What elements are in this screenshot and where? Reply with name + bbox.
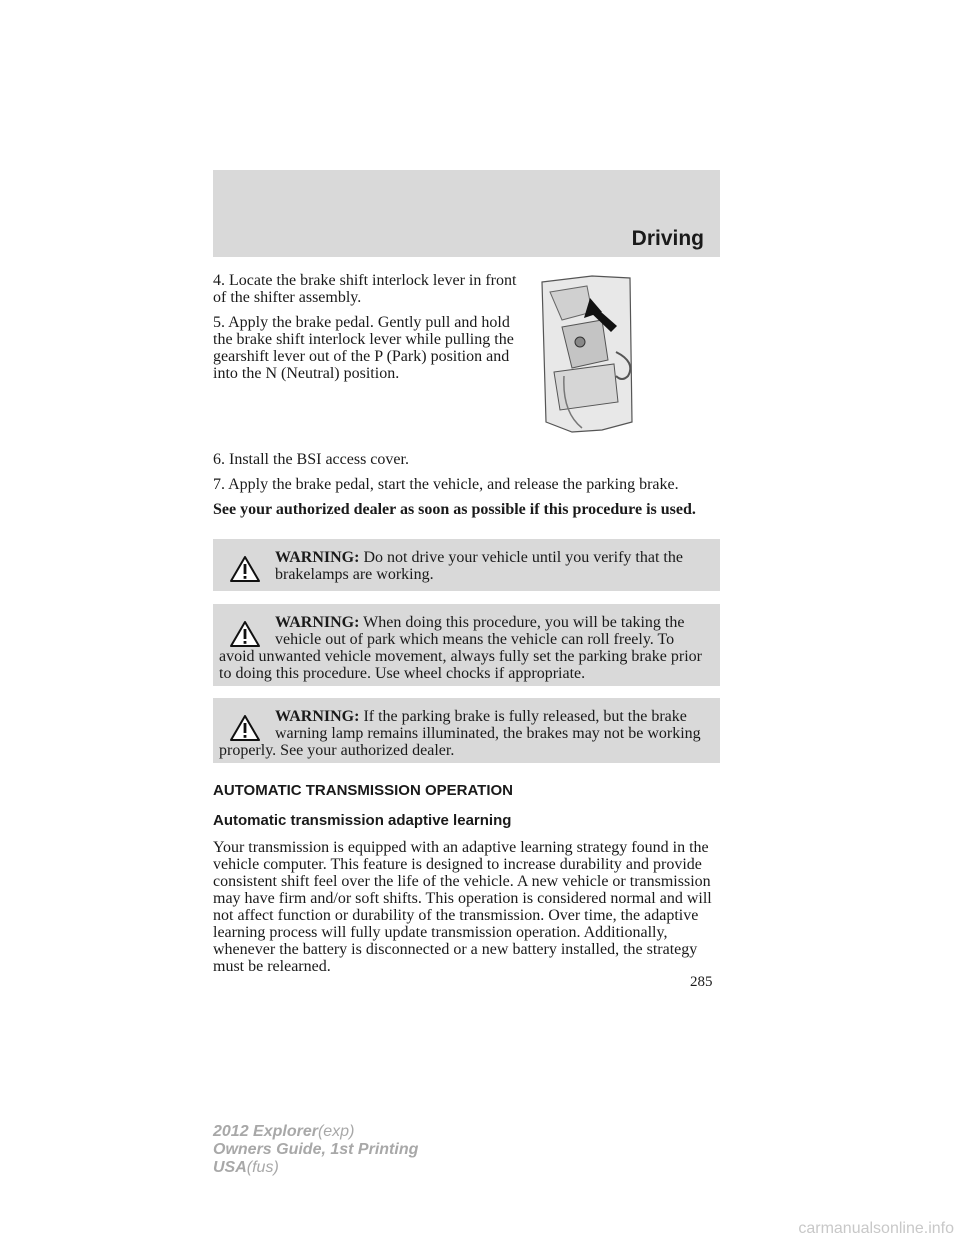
steps-continued: [213, 451, 720, 526]
footer-guide: Owners Guide, 1st Printing: [213, 1141, 419, 1158]
section-heading: AUTOMATIC TRANSMISSION OPERATION: [213, 782, 513, 799]
section-subheading: Automatic transmission adaptive learning: [213, 812, 512, 829]
shifter-assembly-illustration: [532, 272, 638, 434]
warning-text: Do not drive your vehicle until you verify that the brakelamps are working.: [275, 549, 683, 583]
step-4: 4. Locate the brake shift interlock lever in front of the shifter assembly.: [213, 272, 517, 306]
warning-box: [213, 698, 720, 763]
warning-label: WARNING:: [275, 614, 360, 631]
print-footer: [213, 1123, 418, 1177]
warning-box: [213, 604, 720, 686]
warning-label: WARNING:: [275, 549, 360, 566]
footer-model: 2012 Explorer: [213, 1123, 318, 1140]
warning-text: If the parking brake is fully released, but the brake warning lamp remains illuminated, the brakes may not be working properly. See your authorized dealer.: [219, 708, 701, 759]
watermark: carmanualsonline.info: [798, 1220, 954, 1237]
warning-text: When doing this procedure, you will be taking the vehicle out of park which means the vehicle can roll freely. To avoid unwanted vehicle movement, always fully set the parking brake prior to doing this procedure. Use wheel chocks if appropriate.: [219, 614, 702, 682]
warning-label: WARNING:: [275, 708, 360, 725]
dealer-note: See your authorized dealer as soon as possible if this procedure is used.: [213, 501, 696, 518]
warning-triangle-icon: [229, 620, 261, 648]
footer-market-code: (fus): [246, 1159, 279, 1176]
page-number: 285: [690, 974, 713, 990]
step-5: 5. Apply the brake pedal. Gently pull and hold the brake shift interlock lever while pulling the gearshift lever out of the P (Park) position and into the N (Neutral) position.: [213, 314, 514, 382]
step-7: 7. Apply the brake pedal, start the vehicle, and release the parking brake.: [213, 476, 679, 493]
steps-column: [213, 272, 523, 390]
section-body: Your transmission is equipped with an adaptive learning strategy found in the vehicle computer. This feature is designed to increase durability and provide consistent shift feel over the life of the vehicle. A new vehicle or transmission may have firm and/or soft shifts. This operation is considered normal and will not affect function or durability of the transmission. Over time, the adaptive learning process will fully update transmission operation. Additionally, whenever the battery is disconnected or a new battery installed, the strategy must be relearned.: [213, 839, 712, 975]
step-6: 6. Install the BSI access cover.: [213, 451, 409, 468]
warning-triangle-icon: [229, 714, 261, 742]
footer-model-code: (exp): [317, 1123, 355, 1140]
section-title: Driving: [631, 227, 704, 250]
brake-shift-interlock-illustration: [532, 272, 638, 434]
warning-box: [213, 539, 720, 591]
warning-triangle-icon: [229, 555, 261, 583]
section-header-band: [213, 170, 720, 257]
footer-market: USA: [213, 1159, 247, 1176]
